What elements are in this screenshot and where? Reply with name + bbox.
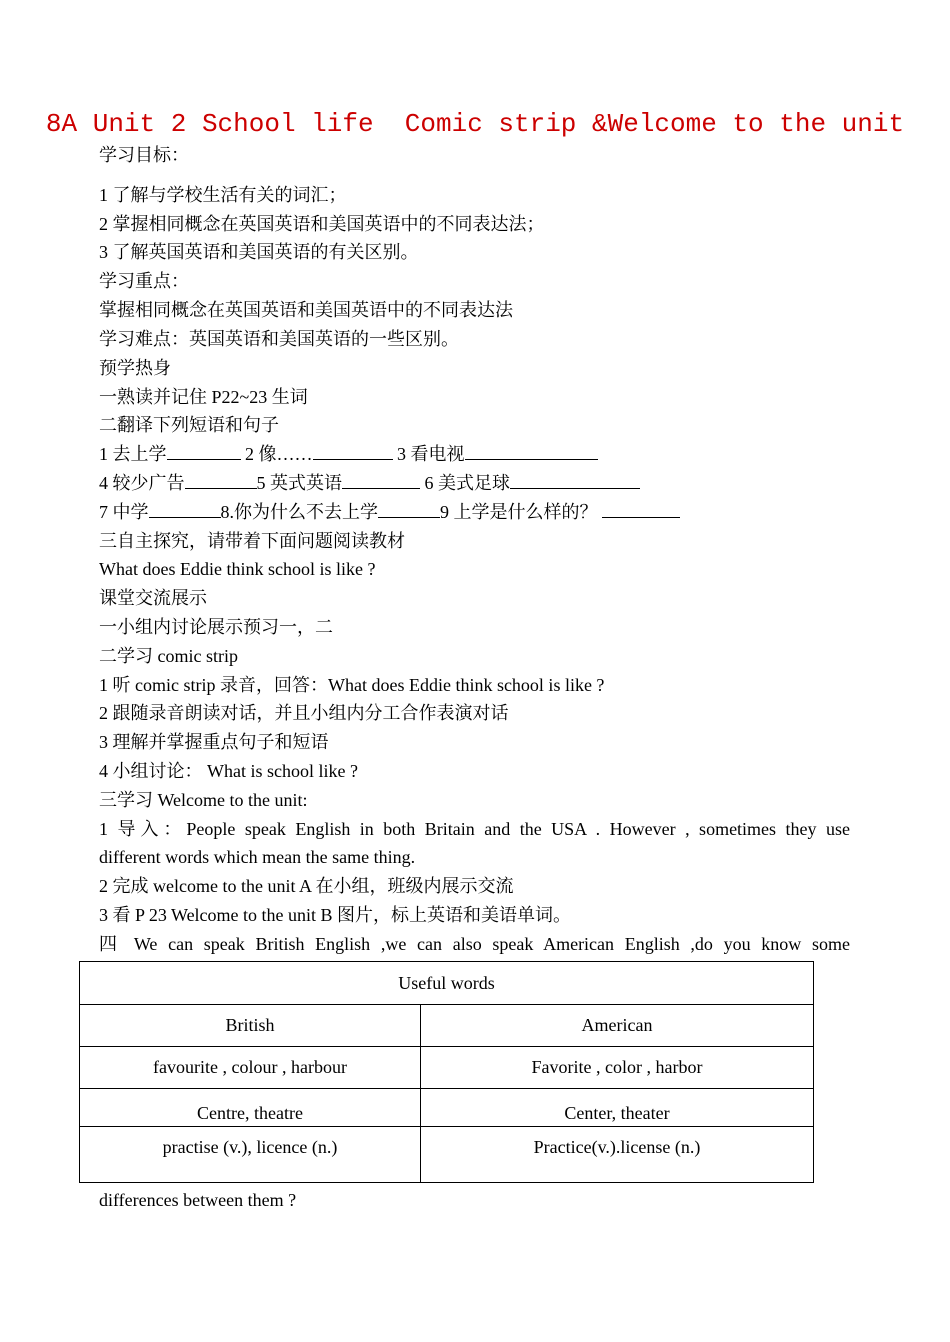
difficulty-text: 学习难点：英国英语和美国英语的一些区别。 bbox=[99, 329, 459, 349]
american-cell: Practice(v.).license (n.) bbox=[421, 1127, 814, 1183]
key-points-heading: 学习重点： bbox=[99, 271, 189, 291]
translation-row-3 bbox=[99, 498, 850, 527]
comic-item: 3 理解并掌握重点句子和短语 bbox=[99, 732, 329, 752]
step-4-line-2: differences between them ? bbox=[99, 1190, 297, 1210]
translation-prompt: 1 去上学 bbox=[99, 444, 167, 464]
welcome-item-3: 3 看 P 23 Welcome to the unit B 图片，标上英语和美语单词。 bbox=[99, 905, 572, 925]
step-4-line-1: 四 We can speak British English ,we can also speak American English ,do you know some bbox=[99, 934, 850, 954]
translation-row-2 bbox=[99, 469, 850, 498]
classroom-step-2: 二学习 comic strip bbox=[99, 646, 238, 666]
table-row bbox=[80, 1047, 814, 1089]
column-american: American bbox=[421, 1005, 814, 1047]
classroom-step-3: 三学习 Welcome to the unit: bbox=[99, 790, 308, 810]
objective-item: 3 了解英国英语和美国英语的有关区别。 bbox=[99, 242, 419, 262]
welcome-intro-line-1: 1 导入：People speak English in both Britain and the USA . However , sometimes they use bbox=[99, 819, 850, 839]
table-header: Useful words bbox=[80, 962, 814, 1005]
answer-blank[interactable] bbox=[185, 471, 257, 489]
welcome-item-2: 2 完成 welcome to the unit A 在小组，班级内展示交流 bbox=[99, 876, 514, 896]
preview-step-1: 一熟读并记住 P22~23 生词 bbox=[99, 387, 308, 407]
translation-prompt: 6 美式足球 bbox=[420, 473, 510, 493]
answer-blank[interactable] bbox=[342, 471, 420, 489]
key-points-text: 掌握相同概念在英国英语和美国英语中的不同表达法 bbox=[99, 300, 513, 320]
comic-item: 4 小组讨论： What is school like ? bbox=[99, 761, 358, 781]
translation-prompt: 2 像…… bbox=[240, 444, 313, 464]
american-cell: Center, theater bbox=[421, 1089, 814, 1127]
answer-blank[interactable] bbox=[465, 442, 598, 460]
translation-prompt: 7 中学 bbox=[99, 502, 149, 522]
preview-heading: 预学热身 bbox=[99, 358, 171, 378]
translation-prompt: 5 英式英语 bbox=[256, 473, 342, 493]
translation-prompt: 8.你为什么不去上学 bbox=[220, 502, 378, 522]
translation-prompt: 9 上学是什么样的？ bbox=[440, 502, 602, 522]
translation-prompt: 4 较少广告 bbox=[99, 473, 185, 493]
answer-blank[interactable] bbox=[149, 500, 221, 518]
translation-row-1 bbox=[99, 440, 850, 469]
table-row bbox=[80, 1089, 814, 1127]
british-cell: favourite , colour , harbour bbox=[80, 1047, 421, 1089]
british-cell: practise (v.), licence (n.) bbox=[80, 1127, 421, 1183]
page-title: 8A Unit 2 School life Comic strip &Welcome to the unit bbox=[45, 109, 905, 139]
answer-blank[interactable] bbox=[313, 442, 393, 460]
comic-item: 2 跟随录音朗读对话，并且小组内分工合作表演对话 bbox=[99, 703, 509, 723]
objective-item: 2 掌握相同概念在英国英语和美国英语中的不同表达法； bbox=[99, 214, 545, 234]
preview-step-2: 二翻译下列短语和句子 bbox=[99, 415, 279, 435]
american-cell: Favorite , color , harbor bbox=[421, 1047, 814, 1089]
classroom-step-1: 一小组内讨论展示预习一，二 bbox=[99, 617, 333, 637]
comic-item: 1 听 comic strip 录音，回答：What does Eddie think school is like ? bbox=[99, 675, 605, 695]
translation-prompt: 3 看电视 bbox=[392, 444, 465, 464]
objective-item: 1 了解与学校生活有关的词汇； bbox=[99, 185, 347, 205]
answer-blank[interactable] bbox=[510, 471, 640, 489]
useful-words-table bbox=[79, 961, 814, 1183]
table-row bbox=[80, 1127, 814, 1183]
answer-blank[interactable] bbox=[602, 500, 680, 518]
answer-blank[interactable] bbox=[167, 442, 241, 460]
preview-question: What does Eddie think school is like ? bbox=[99, 559, 376, 579]
answer-blank[interactable] bbox=[378, 500, 440, 518]
classroom-heading: 课堂交流展示 bbox=[99, 588, 207, 608]
british-cell: Centre, theatre bbox=[80, 1089, 421, 1127]
preview-step-3: 三自主探究，请带着下面问题阅读教材 bbox=[99, 531, 405, 551]
objectives-heading: 学习目标： bbox=[99, 145, 189, 165]
column-british: British bbox=[80, 1005, 421, 1047]
welcome-intro-line-2: different words which mean the same thing. bbox=[99, 847, 416, 867]
